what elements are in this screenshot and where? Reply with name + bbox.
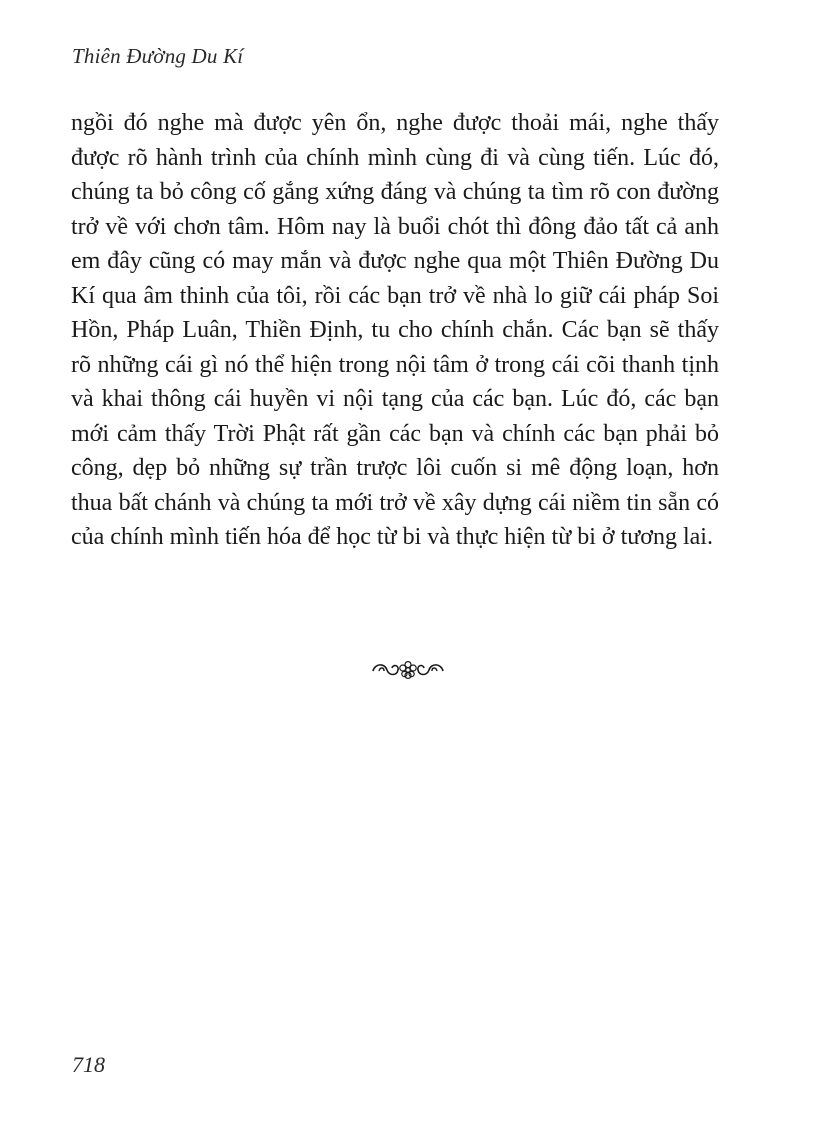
section-end-ornament <box>0 656 816 681</box>
page-number: 718 <box>72 1052 105 1077</box>
floral-divider-icon <box>369 659 447 681</box>
running-header-title: Thiên Đường Du Kí <box>72 44 244 68</box>
body-paragraph: ngồi đó nghe mà được yên ổn, nghe được thoải mái, nghe thấy được rõ hành trình của chính mình cùng đi và cùng tiến. Lúc đó, chúng ta bỏ công cố gắng xứng đáng và chúng ta tìm rõ con đường trở về với chơn tâm. Hôm nay là buổi chót thì đông đảo tất cả anh em đây cũng có may mắn và được nghe qua một Thiên Đường Du Kí qua âm thinh của tôi, rồi các bạn trở về nhà lo giữ cái pháp Soi Hồn, Pháp Luân, Thiền Định, tu cho chính chắn. Các bạn sẽ thấy rõ những cái gì nó thể hiện trong nội tâm ở trong cái cõi thanh tịnh và khai thông cái huyền vi nội tạng của các bạn. Lúc đó, các bạn mới cảm thấy Trời Phật rất gần các bạn và chính các bạn phải bỏ công, dẹp bỏ những sự trần trược lôi cuốn si mê động loạn, hơn thua bất chánh và chúng ta mới trở về xây dựng cái niềm tin sẵn có của chính mình tiến hóa để học từ bi và thực hiện từ bi ở tương lai. <box>71 110 719 550</box>
